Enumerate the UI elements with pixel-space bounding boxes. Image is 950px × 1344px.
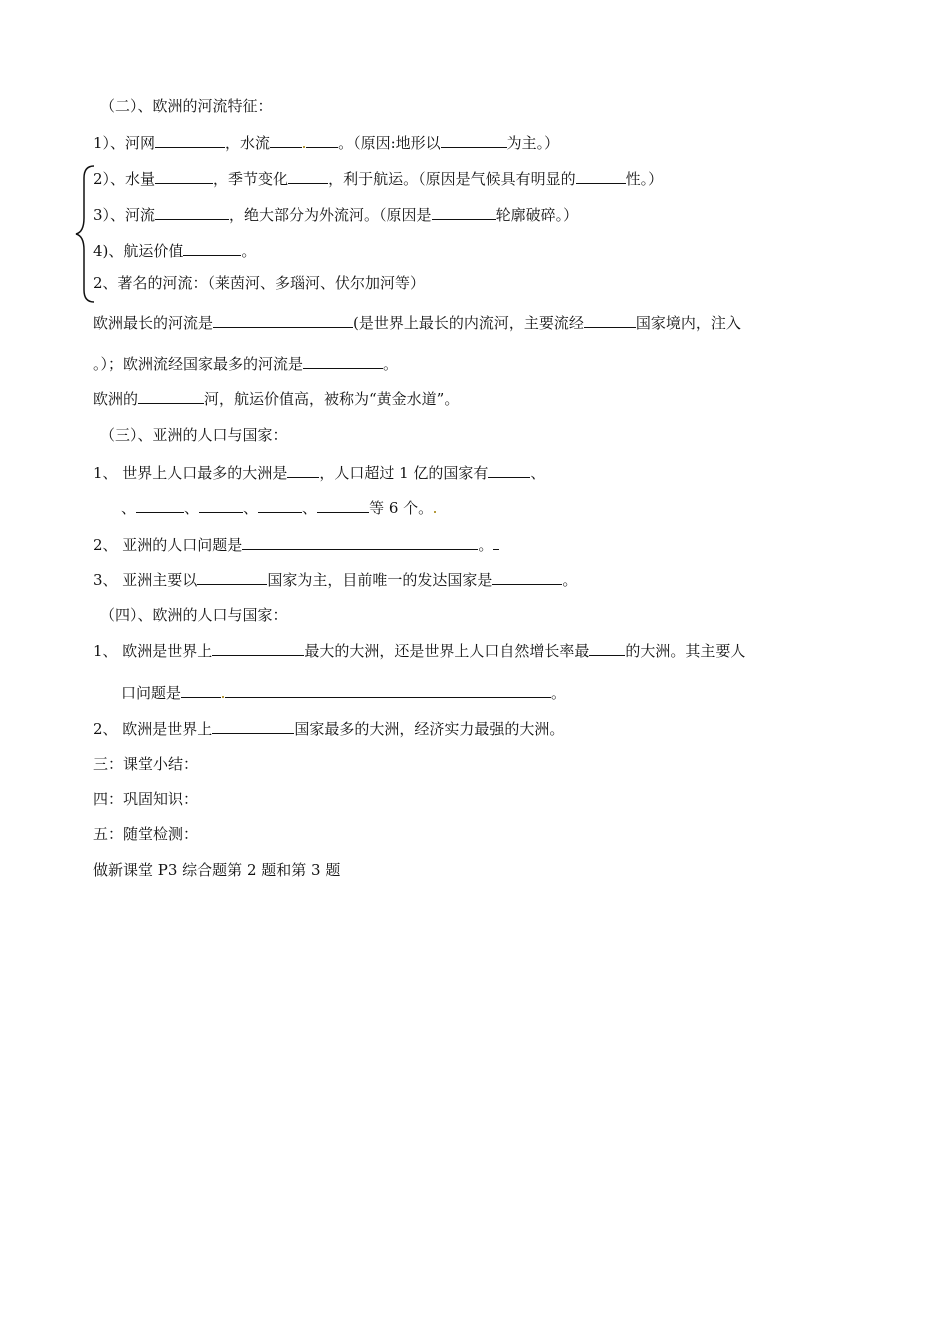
line-longest-river: 欧洲最长的河流是 (是世界上最长的内流河，主要流经 国家境内，注入 bbox=[93, 314, 741, 332]
line-famous-rivers: 2、著名的河流：（莱茵河、多瑙河、伏尔加河等） bbox=[93, 274, 426, 292]
section-4-title: （四）、欧洲的人口与国家： bbox=[100, 606, 288, 624]
asia-q3: 3、 亚洲主要以 国家为主，目前唯一的发达国家是 。 bbox=[93, 571, 578, 589]
homework-task: 做新课堂 P3 综合题第 2 题和第 3 题 bbox=[93, 861, 341, 879]
in-class-test: 五：随堂检测： bbox=[93, 825, 199, 843]
asia-q1: 1、 世界上人口最多的大洲是 ，人口超过 1 亿的国家有 、 bbox=[93, 464, 546, 482]
section-3-title: （三）、亚洲的人口与国家： bbox=[100, 426, 288, 444]
asia-q2: 2、 亚洲的人口问题是 。 bbox=[93, 534, 499, 555]
line-golden-waterway: 欧洲的 河，航运价值高，被称为“黄金水道”。 bbox=[93, 390, 460, 408]
class-summary: 三：课堂小结： bbox=[93, 755, 199, 773]
europe-q1-continued: 口问题是 。 bbox=[121, 684, 567, 702]
line-river-length: 3）、河流 ，绝大部分为外流河。（原因是 轮廓破碎。） bbox=[93, 206, 579, 224]
line-most-countries-river: 。）；欧洲流经国家最多的河流是 。 bbox=[93, 355, 399, 373]
line-water-volume: 2）、水量 ，季节变化 ，利于航运。（原因是气候具有明显的 性。） bbox=[93, 170, 664, 188]
line-navigation-value: 4)、航运价值 。 bbox=[93, 242, 257, 260]
europe-q1: 1、 欧洲是世界上 最大的大洲，还是世界上人口自然增长率最 的大洲。其主要人 bbox=[93, 642, 746, 660]
asia-q1-continued: 、 、 、 、 等 6 个。 bbox=[121, 497, 437, 518]
section-2-title: （二）、欧洲的河流特征： bbox=[100, 97, 273, 115]
europe-q2: 2、 欧洲是世界上 国家最多的大洲，经济实力最强的大洲。 bbox=[93, 720, 565, 738]
line-river-network: 1）、河网 ，水流 。（原因:地形以 为主。） bbox=[93, 134, 560, 152]
consolidate-knowledge: 四：巩固知识： bbox=[93, 790, 199, 808]
